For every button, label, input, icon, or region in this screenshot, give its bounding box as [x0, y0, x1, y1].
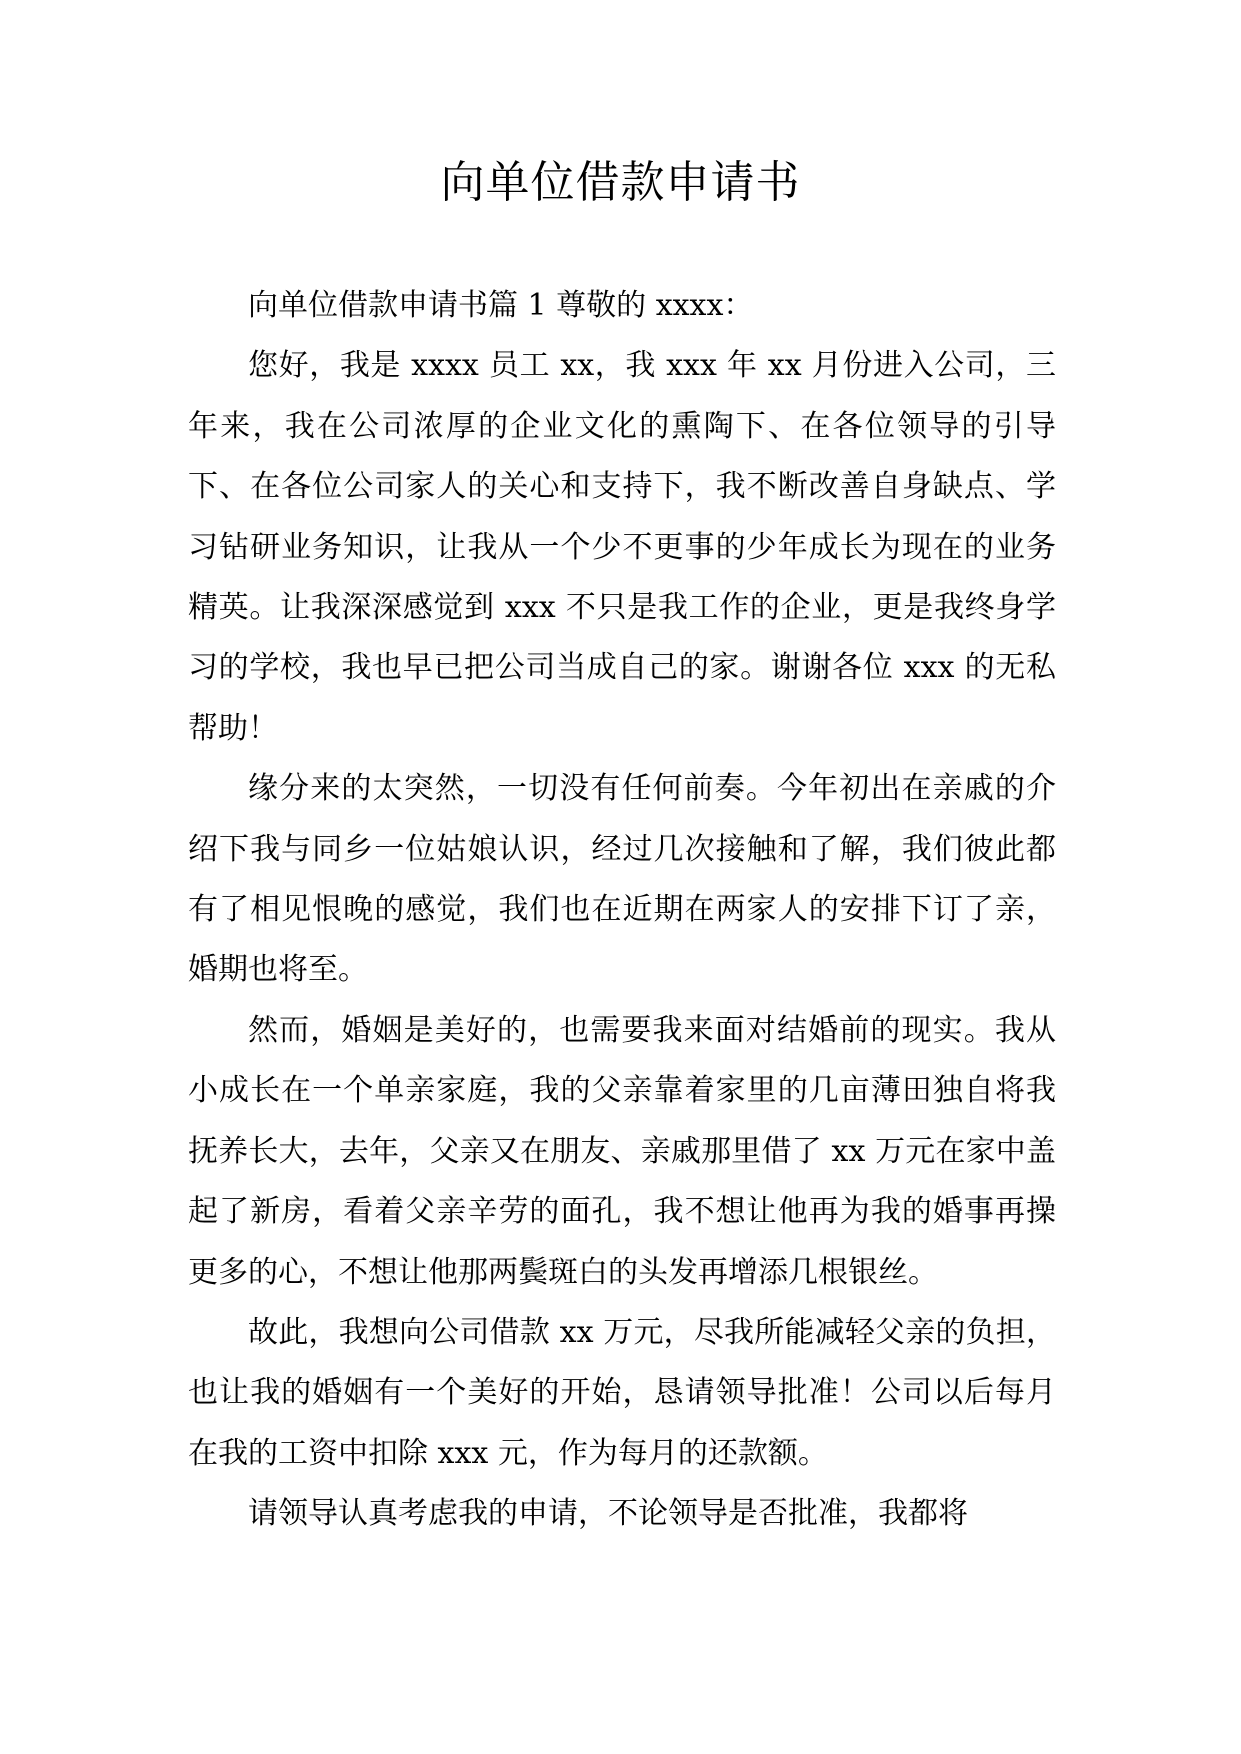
paragraph-engagement: 缘分来的太突然，一切没有任何前奏。今年初出在亲戚的介绍下我与同乡一位姑娘认识，经过几次接触和了解，我们彼此都有了相见恨晚的感觉，我们也在近期在两家人的安排下订了亲，婚期也将至。: [188, 771, 1056, 988]
paragraph-closing: 请领导认真考虑我的申请，不论领导是否批准，我都将: [248, 1496, 968, 1532]
paragraph-salutation: 向单位借款申请书篇 1 尊敬的 xxxx：: [248, 288, 754, 323]
document-body: [188, 276, 1056, 1545]
paragraph-family-situation: 然而，婚姻是美好的，也需要我来面对结婚前的现实。我从小成长在一个单亲家庭，我的父亲靠着家里的几亩薄田独自将我抚养长大，去年，父亲又在朋友、亲戚那里借了 xx 万元在家中盖起了新房，看着父亲辛劳的面孔，我不想让他再为我的婚事再操更多的心，不想让他那两鬓斑白的头发再增添几根银丝。: [188, 1012, 1056, 1290]
paragraph-introduction: 您好，我是 xxxx 员工 xx，我 xxx 年 xx 月份进入公司，三年来，我在公司浓厚的企业文化的熏陶下、在各位领导的引导下、在各位公司家人的关心和支持下，我不断改善自身缺点、学习钻研业务知识，让我从一个少不更事的少年成长为现在的业务精英。让我深深感觉到 xxx 不只是我工作的企业，更是我终身学习的学校，我也早已把公司当成自己的家。谢谢各位 xxx 的无私帮助！: [188, 348, 1056, 746]
paragraph-loan-request: 故此，我想向公司借款 xx 万元，尽我所能减轻父亲的负担，也让我的婚姻有一个美好的开始，恳请领导批准！公司以后每月在我的工资中扣除 xxx 元，作为每月的还款额。: [188, 1314, 1056, 1471]
document-title: 向单位借款申请书: [440, 157, 801, 208]
